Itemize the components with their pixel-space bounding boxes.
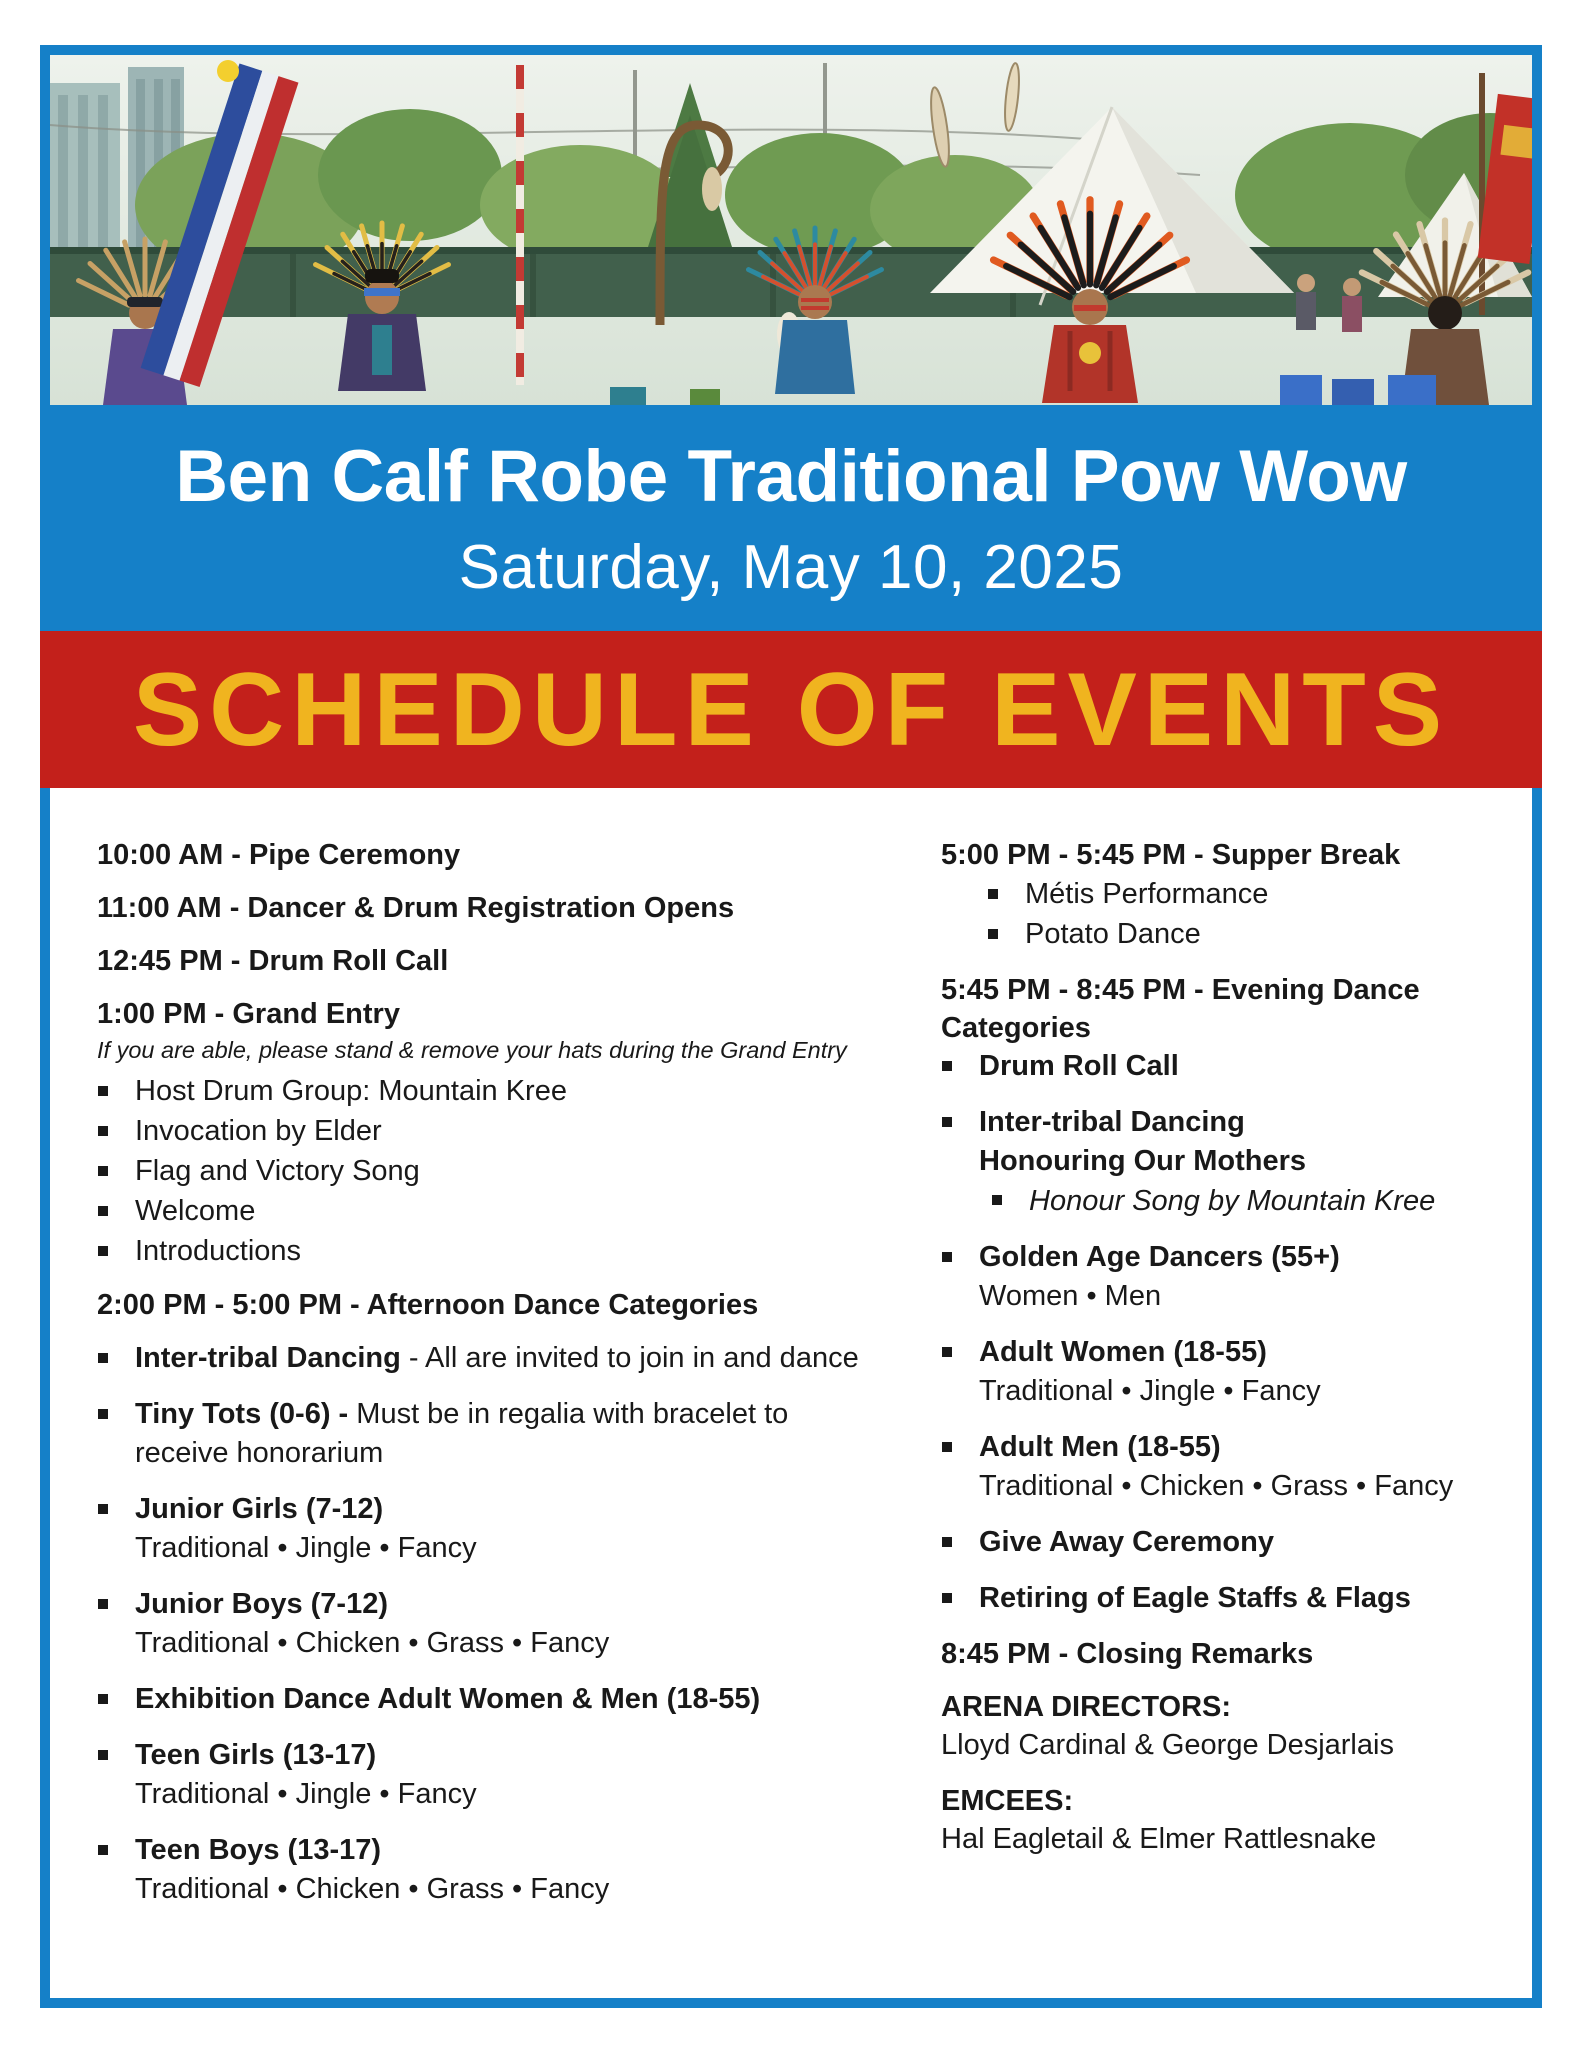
category-name: Adult Men (18-55) [979, 1431, 1221, 1463]
list-item [97, 1151, 887, 1191]
dance-category-text [979, 1333, 1516, 1411]
supper-break-list [987, 874, 1516, 954]
list-item [991, 1181, 1516, 1221]
dance-category [97, 1339, 887, 1378]
schedule-of-events-banner [40, 631, 1542, 788]
bullet-square-icon [98, 1694, 108, 1704]
powwow-photo [50, 55, 1532, 405]
category-styles: Traditional • Chicken • Grass • Fancy [135, 1627, 610, 1659]
page-border-frame [40, 45, 1542, 2008]
grand-entry-list [97, 1071, 887, 1271]
dance-category [941, 1579, 1516, 1618]
bullet-square-icon [98, 1166, 108, 1176]
category-name: Honouring Our Mothers [979, 1145, 1307, 1177]
dance-category [941, 1047, 1516, 1086]
dance-category [97, 1395, 887, 1473]
dance-category-text [979, 1428, 1516, 1506]
list-item [97, 1071, 887, 1111]
category-styles: Traditional • Jingle • Fancy [135, 1778, 477, 1810]
list-item-label: Potato Dance [1025, 918, 1201, 950]
category-description: - All are invited to join in and dance [400, 1342, 859, 1374]
category-styles: Traditional • Chicken • Grass • Fancy [979, 1470, 1454, 1502]
bullet-square-icon [942, 1252, 952, 1262]
emcees-label: EMCEES: [941, 1785, 1074, 1817]
flag-topper [217, 60, 239, 82]
bullet-square-icon [98, 1206, 108, 1216]
dance-category [941, 1238, 1516, 1316]
title-banner [50, 405, 1532, 645]
category-name: Adult Women (18-55) [979, 1336, 1267, 1368]
category-name: Teen Boys (13-17) [135, 1834, 382, 1866]
bullet-square-icon [988, 889, 998, 899]
category-name: Inter-tribal Dancing [135, 1342, 401, 1374]
category-name: Junior Girls (7-12) [135, 1493, 384, 1525]
event-time-heading: 11:00 AM - Dancer & Drum Registration Opens [97, 892, 735, 924]
event-time-heading: 10:00 AM - Pipe Ceremony [97, 839, 461, 871]
schedule-left-column [97, 836, 887, 1926]
dance-category [97, 1490, 887, 1568]
schedule-right-column [941, 836, 1516, 1859]
dance-category-text [135, 1680, 887, 1719]
event-time-heading: 1:00 PM - Grand Entry [97, 998, 400, 1030]
list-item [97, 1191, 887, 1231]
dance-category [97, 1585, 887, 1663]
list-item [97, 1231, 887, 1271]
dance-category-text [979, 1579, 1516, 1618]
category-description: Must be in regalia with bracelet to receive honorarium [135, 1398, 789, 1469]
dance-category [97, 1831, 887, 1909]
bullet-square-icon [988, 929, 998, 939]
grand-entry-note: If you are able, please stand & remove your hats during the Grand Entry [97, 1037, 847, 1063]
dance-category [941, 1333, 1516, 1411]
dance-category [941, 1523, 1516, 1562]
bullet-square-icon [992, 1195, 1002, 1205]
dance-category-text [135, 1585, 887, 1663]
list-item-label: Flag and Victory Song [135, 1155, 420, 1187]
bullet-square-icon [942, 1117, 952, 1127]
dance-category [941, 1428, 1516, 1506]
dance-category-text [135, 1490, 887, 1568]
event-time-heading: 12:45 PM - Drum Roll Call [97, 945, 449, 977]
category-styles: Women • Men [979, 1280, 1162, 1312]
header-photo [50, 55, 1532, 405]
bullet-square-icon [98, 1086, 108, 1096]
bullet-square-icon [98, 1750, 108, 1760]
honour-song-list [991, 1181, 1516, 1221]
bullet-square-icon [98, 1845, 108, 1855]
schedule-of-events-label: SCHEDULE OF EVENTS [132, 651, 1450, 768]
dance-category-text [979, 1523, 1516, 1562]
dance-category-text [979, 1238, 1516, 1316]
bullet-square-icon [98, 1504, 108, 1514]
bullet-square-icon [98, 1599, 108, 1609]
category-name: Retiring of Eagle Staffs & Flags [979, 1582, 1411, 1614]
bullet-square-icon [942, 1347, 952, 1357]
bullet-square-icon [942, 1537, 952, 1547]
category-name: Inter-tribal Dancing [979, 1106, 1245, 1138]
dance-category [941, 1103, 1516, 1221]
event-time-heading: 8:45 PM - Closing Remarks [941, 1638, 1314, 1670]
dance-category-text [135, 1831, 887, 1909]
category-styles: Traditional • Jingle • Fancy [979, 1375, 1321, 1407]
bullet-square-icon [942, 1442, 952, 1452]
list-item-label: Host Drum Group: Mountain Kree [135, 1075, 567, 1107]
category-name: Exhibition Dance Adult Women & Men (18-55) [135, 1683, 761, 1715]
bullet-square-icon [942, 1593, 952, 1603]
event-time-heading: 5:00 PM - 5:45 PM - Supper Break [941, 839, 1401, 871]
list-item-label: Invocation by Elder [135, 1115, 382, 1147]
list-item-label: Métis Performance [1025, 878, 1269, 910]
category-name: Drum Roll Call [979, 1050, 1179, 1082]
dance-category-text [979, 1103, 1516, 1221]
bullet-square-icon [98, 1353, 108, 1363]
category-styles: Traditional • Jingle • Fancy [135, 1532, 477, 1564]
dance-category [97, 1736, 887, 1814]
bullet-square-icon [98, 1126, 108, 1136]
emcees-names: Hal Eagletail & Elmer Rattlesnake [941, 1823, 1377, 1855]
category-name: Teen Girls (13-17) [135, 1739, 377, 1771]
list-item [987, 914, 1516, 954]
category-name: Golden Age Dancers (55+) [979, 1241, 1340, 1273]
category-name: Junior Boys (7-12) [135, 1588, 388, 1620]
dance-category-text [979, 1047, 1516, 1086]
list-item [97, 1111, 887, 1151]
dance-category-text [135, 1339, 887, 1378]
event-time-heading: 2:00 PM - 5:00 PM - Afternoon Dance Categories [97, 1289, 759, 1321]
arena-directors-label: ARENA DIRECTORS: [941, 1691, 1232, 1723]
event-time-heading: 5:45 PM - 8:45 PM - Evening Dance Categories [941, 974, 1420, 1044]
dance-category-text [135, 1395, 887, 1473]
list-item [987, 874, 1516, 914]
bullet-square-icon [942, 1061, 952, 1071]
category-name: Tiny Tots (0-6) - [135, 1398, 357, 1430]
list-item-label: Welcome [135, 1195, 256, 1227]
category-styles: Traditional • Chicken • Grass • Fancy [135, 1873, 610, 1905]
arena-directors-names: Lloyd Cardinal & George Desjarlais [941, 1729, 1394, 1761]
list-item-label: Honour Song by Mountain Kree [1029, 1185, 1436, 1217]
dance-category [97, 1680, 887, 1719]
bullet-square-icon [98, 1246, 108, 1256]
dance-category-text [135, 1736, 887, 1814]
bullet-square-icon [98, 1409, 108, 1419]
event-title: Ben Calf Robe Traditional Pow Wow [175, 436, 1407, 517]
category-name: Give Away Ceremony [979, 1526, 1274, 1558]
list-item-label: Introductions [135, 1235, 302, 1267]
event-date: Saturday, May 10, 2025 [458, 532, 1124, 602]
